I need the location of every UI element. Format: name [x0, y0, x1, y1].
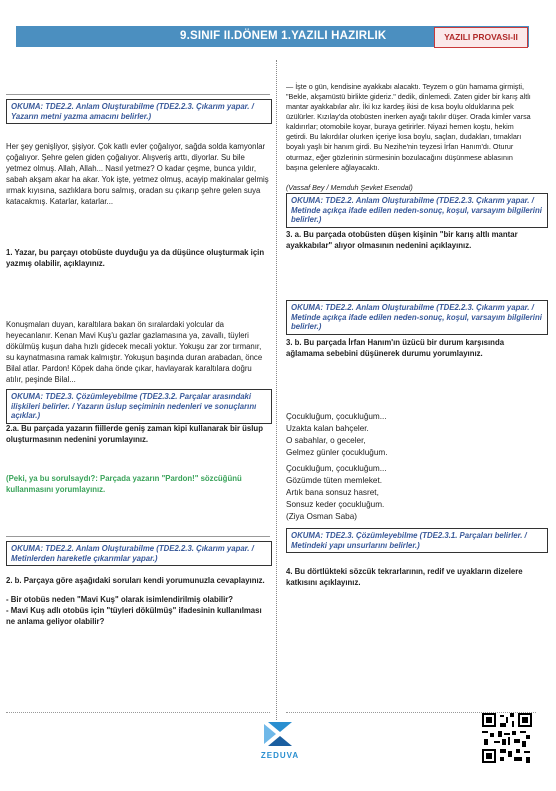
rule: [6, 536, 270, 537]
objective-box: OKUMA: TDE2.2. Anlam Oluşturabilme (TDE2.2.3. Çıkarım yapar. / Metinlerden hareketle çıkarımlar yapar.): [6, 541, 272, 566]
objective-box: OKUMA: TDE2.3. Çözümleyebilme (TDE2.3.1. Parçaları belirler. / Metindeki yapı unsurlarını belirler.): [286, 528, 548, 553]
exam-badge-label: YAZILI PROVASI-II: [444, 32, 518, 42]
objective-box: OKUMA: TDE2.2. Anlam Oluşturabilme (TDE2.2.3. Çıkarım yapar. / Metinde açıkça ifade edilen neden-sonuç, koşul, varsayım bilgilerini belirler.): [286, 300, 548, 335]
poem-line: Çocukluğum, çocukluğum...: [286, 412, 387, 421]
poem-line: Uzakta kalan bahçeler.: [286, 423, 369, 433]
question-4: 4. Bu dörtlükteki sözcük tekrarlarının, redif ve uyakların dizelere katkısını açıklayınız.: [286, 567, 523, 587]
reading-passage: Her şey genişliyor, şişiyor. Çok katlı evler çoğalıyor, sağda solda kamyonlar çoğalıyor. Şehre gelen giden çoğalıyor. Alışveriş arttı, diyorlar. Su bile yetmez olmuş. Allah, Allah... Nasıl yetmez? O kadar çeşme, bunca yıldır, sabah akşam akar ha akar. Yok işte, yetmez olmuş, acayip makinalar gelmiş ırmak kıyısına, sazlıklara boru salmış, oradan su çıkarıp şehre gelen suya katacakmış. Katarlar, katarlar...: [6, 142, 269, 206]
reading-passage: — İşte o gün, kendisine ayakkabı alacaktı. Teyzem o gün hamama girmişti, "Bekle, akşamüstü birlikte gideriz." dedik, dinlemedi. Zaten gider bir karış altlı mantar ayakkabılar alır. İki kız kardeş ikisi de kısa boylu olduklarına pek üzülürler. Kızılay'da otobüsten inerken ayağı takılır düşer. Orada kimler varsa kaldırırlar; otomobile koyar, buraya getirirler. Niyazi hemen koştu, hekim getirdi. Bu lakırdılar olurken içeriye kısa boylu, saçları, dudakları, tırnakları boyalı yaşlı bir hanım girdi. Bu Nezihe'nin teyzesi İrfan Hanım'dı. Oturur oturmaz, eğer gözlerinin sürmesinin bozulacağını düşünmese ablasının başına gelenlere ağlayacaktı.: [286, 82, 531, 172]
poem-line: Gözümde tüten memleket.: [286, 475, 383, 485]
poem-line: Sonsuz keder çocukluğum.: [286, 499, 385, 509]
poem-line: Artık bana sonsuz hasret,: [286, 487, 379, 497]
question-2b: 2. b. Parçaya göre aşağıdaki soruları kendi yorumunuzla cevaplayınız.: [6, 576, 265, 585]
poem-stanza-1: [286, 411, 526, 459]
list-item: - Bir otobüs neden "Mavi Kuş" olarak isimlendirilmiş olabilir?: [6, 595, 234, 604]
objective-box: OKUMA: TDE2.2. Anlam Oluşturabilme (TDE2.2.3. Çıkarım yapar. / Yazarın metni yazma amacını belirler.): [6, 99, 272, 124]
logo-mark-icon: [250, 720, 310, 748]
question-2a: 2.a. Bu parçada yazarın fiillerde geniş zaman kipi kullanarak bir üslup oluşturmasının nedenini yorumlayınız.: [6, 424, 263, 444]
zeduva-logo: [250, 720, 310, 760]
question-3a: 3. a. Bu parçada otobüsten düşen kişinin "bir karış altlı mantar ayakkabılar" alıyor olmasının nedenini açıklayınız.: [286, 230, 518, 250]
objective-box: OKUMA: TDE2.2. Anlam Oluşturabilme (TDE2.2.3. Çıkarım yapar. / Metinde açıkça ifade edilen neden-sonuç, koşul, varsayım bilgilerini belirler.): [286, 193, 548, 228]
reading-passage: Konuşmaları duyan, karaltılara bakan ön sıralardaki yolcular da heyecanlanır. Kenan Mavi Kuş'u gazlar gazlamasına ya, zavallı, tüyleri dökülmüş kuşun daha hızlı gidecek mecali yoktur. Yokuşu zar zor tırmanır, su kaynatmasına ramak kalmıştır. Yokuşun başında duran arabadan, önce Bilal atlar. Pardon! Köpek daha önde çıkar, havlayarak karaltılara doğru atılır, peşinde Bilal...: [6, 320, 263, 384]
question-1: 1. Yazar, bu parçayı otobüste duyduğu ya da düşünce oluşturmak için yazmış olabilir, açıklayınız.: [6, 248, 265, 268]
logo-text: ZEDUVA: [260, 751, 300, 760]
qr-code[interactable]: [482, 713, 532, 763]
poem-line: Gelmez günler çocukluğum.: [286, 447, 388, 457]
question-3b: 3. b. Bu parçada İrfan Hanım'ın üzücü bir durum karşısında ağlamama sebebini düşünerek durumu yorumlayınız.: [286, 338, 505, 358]
rule: [6, 94, 270, 95]
list-item: - Mavi Kuş adlı otobüs için "tüyleri dökülmüş" ifadesinin kullanılması ne anlama geliyor olabilir?: [6, 606, 262, 626]
bonus-question: (Peki, ya bu sorulsaydı?: Parçada yazarın "Pardon!" sözcüğünü kullanmasını yorumlayınız.: [6, 474, 242, 494]
poem-author: (Ziya Osman Saba): [286, 511, 357, 521]
passage-source: (Vassaf Bey / Memduh Şevket Esendal): [286, 183, 413, 192]
poem-line: Çocukluğum, çocukluğum...: [286, 464, 387, 473]
qr-code-icon: [482, 713, 532, 763]
exam-badge: [434, 27, 528, 48]
column-divider: [276, 60, 277, 720]
page-title: 9.SINIF II.DÖNEM 1.YAZILI HAZIRLIK: [180, 30, 387, 42]
rule: [6, 712, 270, 713]
poem-line: O sabahlar, o geceler,: [286, 435, 366, 445]
objective-box: OKUMA: TDE2.3. Çözümleyebilme (TDE2.3.2. Parçalar arasındaki ilişkileri belirler. / Yazarın üslup seçiminin nedenleri ve sonuçlarını açıklar.): [6, 389, 272, 424]
poem-stanza-2: [286, 463, 526, 522]
